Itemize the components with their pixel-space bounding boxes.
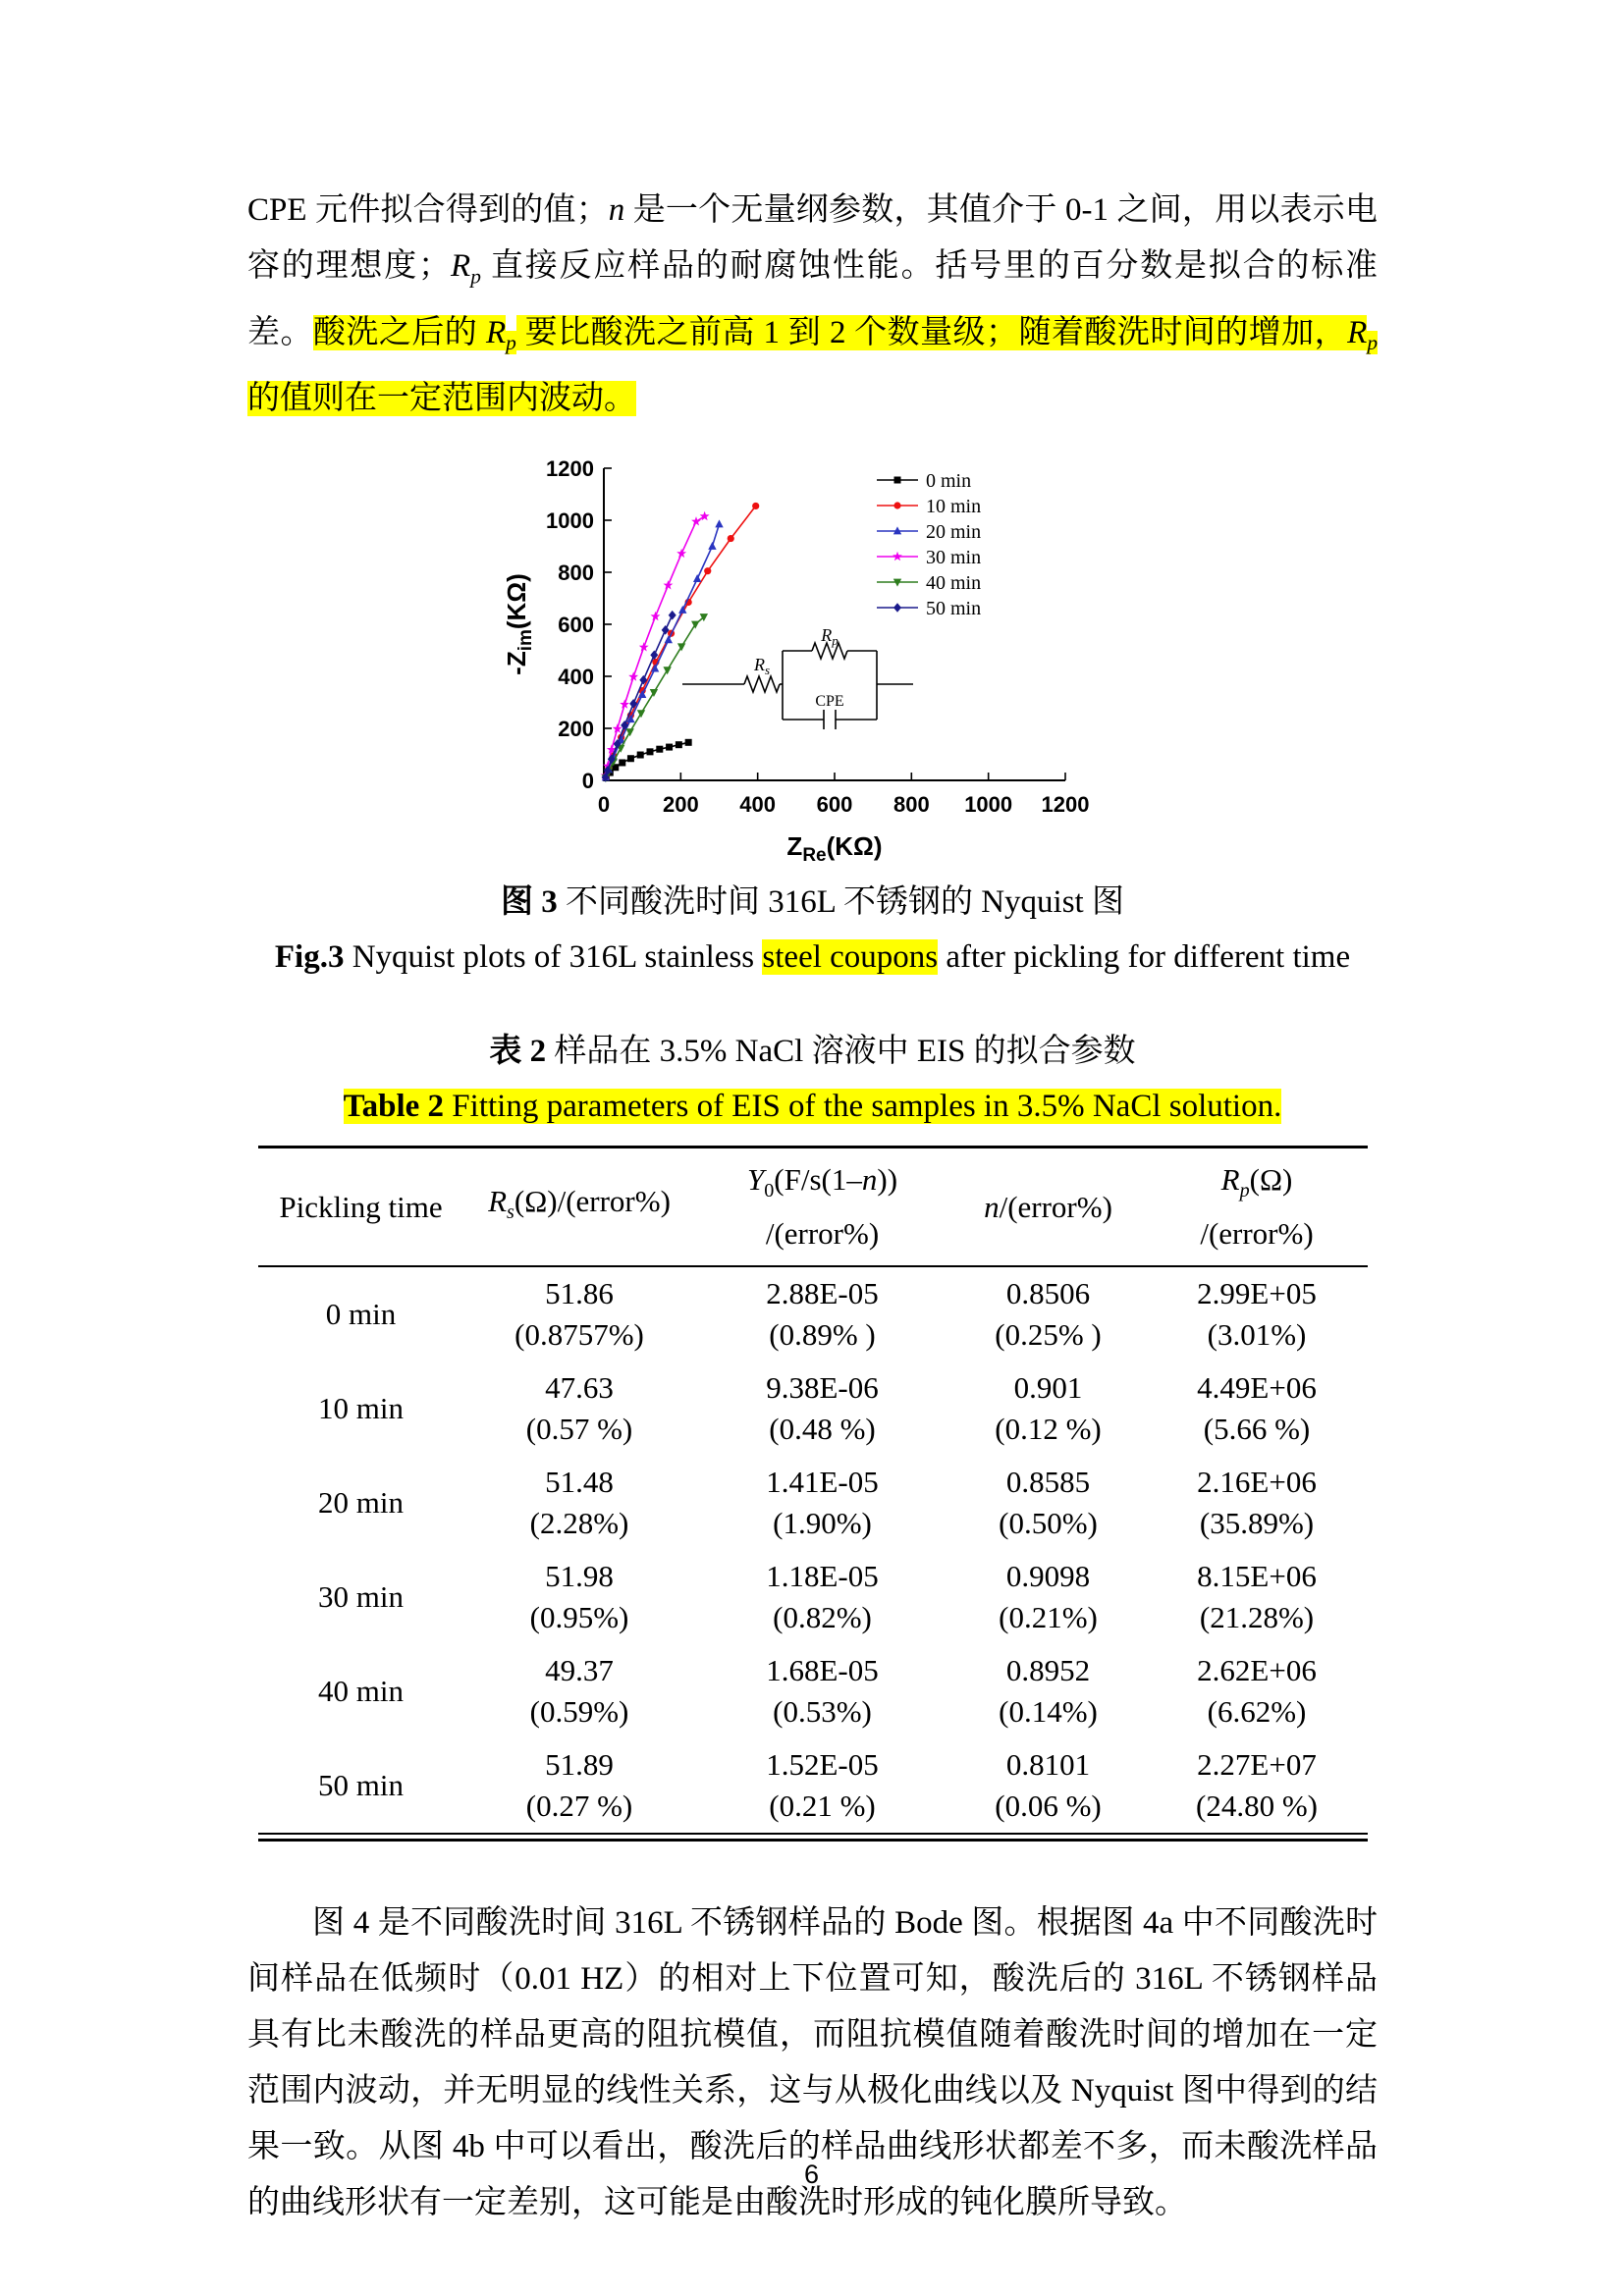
svg-text:CPE: CPE [815, 693, 844, 711]
row-pickling-time: 0 min [325, 1297, 397, 1332]
table-row [258, 1456, 1368, 1550]
svg-text:200: 200 [662, 792, 699, 818]
cell-value: 2.99E+05 [1197, 1276, 1317, 1311]
row-pickling-time: 50 min [318, 1768, 404, 1803]
svg-text:1000: 1000 [546, 508, 594, 534]
cell-error: (21.28%) [1199, 1600, 1315, 1635]
table-cell [950, 1267, 1147, 1362]
table-cell [950, 1362, 1147, 1456]
header-y0: $Y_0(F/s(1-n))$ /(error%) [746, 1162, 898, 1252]
table-body [258, 1267, 1368, 1833]
cell-error: (1.90%) [773, 1506, 872, 1541]
cell-value: 9.38E-06 [766, 1370, 879, 1406]
circuit-labels [753, 625, 844, 710]
cell-value: 2.62E+06 [1197, 1653, 1317, 1688]
cell-value: 2.27E+07 [1197, 1747, 1317, 1783]
cell-value: 49.37 [545, 1653, 614, 1688]
chart-axes [604, 468, 1065, 780]
cell-error: (0.21 %) [769, 1789, 876, 1824]
svg-text:20 min: 20 min [926, 521, 982, 544]
cell-value: 1.41E-05 [766, 1465, 879, 1500]
row-pickling-time: 40 min [318, 1674, 404, 1709]
table-cell [1147, 1456, 1368, 1550]
svg-text:600: 600 [816, 792, 853, 818]
cell-value: 0.901 [1013, 1370, 1083, 1406]
table-cell [695, 1550, 950, 1644]
svg-text:Rp: $R_p$ [821, 625, 839, 649]
table-cell [950, 1550, 1147, 1644]
eis-fitting-table [258, 1146, 1368, 1842]
cell-error: (0.53%) [773, 1694, 872, 1730]
header-rs: $R_s(\Omega)/(error\%)$ [488, 1184, 671, 1224]
svg-text:1200: 1200 [546, 456, 594, 482]
cell-error: (0.59%) [529, 1694, 629, 1730]
svg-text:40 min: 40 min [926, 572, 982, 595]
cell-error: (24.80 %) [1196, 1789, 1318, 1824]
table-cell [464, 1267, 695, 1362]
series-40-min [602, 614, 708, 782]
cell-error: (0.82%) [773, 1600, 872, 1635]
table-bottom-rule [258, 1833, 1368, 1842]
table-cell [464, 1644, 695, 1738]
svg-text:600: 600 [558, 613, 594, 638]
cell-value: 1.52E-05 [766, 1747, 879, 1783]
figure-caption-en: Fig.3 Nyquist plots of 316L stainless steel coupons after pickling for different time [274, 939, 1351, 976]
cell-value: 51.98 [545, 1559, 614, 1594]
cell-error: (0.21%) [999, 1600, 1098, 1635]
table-cell [1147, 1550, 1368, 1644]
svg-text:800: 800 [893, 792, 930, 818]
svg-text:30 min: 30 min [926, 547, 982, 569]
svg-text:50 min: 50 min [926, 598, 982, 620]
cell-error: (0.95%) [529, 1600, 629, 1635]
series-30-min [601, 511, 710, 780]
table-cell [695, 1267, 950, 1362]
cell-value: 2.16E+06 [1197, 1465, 1317, 1500]
table-cell [695, 1738, 950, 1833]
row-pickling-time: 30 min [318, 1579, 404, 1615]
cell-value: 8.15E+06 [1197, 1559, 1317, 1594]
header-rp: $R_p(\Omega)$ /(error%) [1200, 1162, 1314, 1252]
table-cell [695, 1456, 950, 1550]
svg-text:0 min: 0 min [926, 470, 972, 493]
y-axis-label: $-Z_{im}(K\Omega)$ [502, 573, 536, 676]
table-cell [1147, 1362, 1368, 1456]
cell-value: 51.89 [545, 1747, 614, 1783]
table-header-row [258, 1146, 1368, 1267]
cell-value: 0.8585 [1005, 1465, 1091, 1500]
table-cell [464, 1550, 695, 1644]
svg-text:1200: 1200 [1041, 792, 1090, 818]
table-cell [1147, 1738, 1368, 1833]
table-cell [950, 1644, 1147, 1738]
table-cell [950, 1456, 1147, 1550]
chart-ticks [604, 468, 1065, 780]
cell-error: (0.12 %) [995, 1412, 1102, 1447]
cell-error: (0.50%) [999, 1506, 1098, 1541]
svg-text:1000: 1000 [964, 792, 1013, 818]
table-row [258, 1738, 1368, 1833]
cell-value: 2.88E-05 [766, 1276, 879, 1311]
cell-error: (2.28%) [529, 1506, 629, 1541]
table-cell [464, 1456, 695, 1550]
cell-value: 4.49E+06 [1197, 1370, 1317, 1406]
cell-error: (35.89%) [1199, 1506, 1315, 1541]
cell-error: (0.25% ) [995, 1317, 1102, 1353]
table-cell [1147, 1267, 1368, 1362]
cell-error: (0.27 %) [525, 1789, 633, 1824]
cell-error: (5.66 %) [1203, 1412, 1311, 1447]
table-row [258, 1550, 1368, 1644]
table-title-en: Table 2 Fitting parameters of EIS of the samples in 3.5% NaCl solution. [343, 1089, 1282, 1125]
nyquist-figure [496, 453, 1129, 875]
paragraph-bode-discussion: 图 4 是不同酸洗时间 316L 不锈钢样品的 Bode 图。根据图 4a 中不同酸洗时间样品在低频时（0.01 HZ）的相对上下位置可知，酸洗后的 316L 不锈钢样品具有比未酸洗的样品更高的阻抗模值，而阻抗模值随着酸洗时间的增加在一定范围内波动，并无明显的线性关系，这与从极化曲线以及 Nyquist 图中得到的结果一致。从图 4b 中可以看出，酸洗后的样品曲线形状都差不多，而未酸洗样品的曲线形状有一定差别，这可能是由酸洗时形成的钝化膜所导致。 [247, 1905, 1378, 2221]
cell-error: (0.06 %) [995, 1789, 1102, 1824]
cell-error: (0.8757%) [514, 1317, 644, 1353]
nyquist-chart [496, 453, 1129, 875]
chart-tick-labels [546, 456, 1089, 817]
svg-text:800: 800 [558, 561, 594, 586]
header-pickling-time: Pickling time [279, 1189, 443, 1224]
svg-text:200: 200 [558, 717, 594, 742]
cell-value: 0.8101 [1005, 1747, 1091, 1783]
table-cell [950, 1738, 1147, 1833]
paragraph-cpe-fitting: CPE 元件拟合得到的值；n 是一个无量纲参数，其值介于 0-1 之间，用以表示电容的理想度；$R_p$ 直接反应样品的耐腐蚀性能。括号里的百分数是拟合的标准差。酸洗之后的 $R_p$ 要比酸洗之前高 1 到 2 个数量级；随着酸洗时间的增加，$R_p$ 的值则在一定范围内波动。 [247, 192, 1379, 417]
row-pickling-time: 20 min [318, 1485, 404, 1521]
cell-value: 47.63 [545, 1370, 614, 1406]
svg-text:10 min: 10 min [926, 496, 982, 518]
cell-error: (0.14%) [999, 1694, 1098, 1730]
table-row [258, 1267, 1368, 1362]
cell-value: 1.18E-05 [766, 1559, 879, 1594]
cell-error: (0.57 %) [525, 1412, 633, 1447]
table-row [258, 1644, 1368, 1738]
cell-value: 0.9098 [1005, 1559, 1091, 1594]
svg-text:0: 0 [581, 769, 594, 794]
equivalent-circuit-inset [682, 643, 913, 729]
svg-text:400: 400 [558, 665, 594, 690]
table-title-cn: 表 2 样品在 3.5% NaCl 溶液中 EIS 的拟合参数 [489, 1034, 1136, 1070]
cell-error: (0.48 %) [769, 1412, 876, 1447]
chart-legend [877, 470, 981, 619]
cell-value: 0.8952 [1005, 1653, 1091, 1688]
cell-value: 1.68E-05 [766, 1653, 879, 1688]
table-cell [695, 1644, 950, 1738]
row-pickling-time: 10 min [318, 1391, 404, 1426]
page-number: 6 [803, 2160, 820, 2189]
svg-text:Rs: $R_s$ [753, 655, 771, 678]
header-n: n/(error%) [984, 1189, 1112, 1224]
svg-text:0: 0 [597, 792, 611, 818]
cell-error: (3.01%) [1207, 1317, 1307, 1353]
table-row [258, 1362, 1368, 1456]
x-axis-label: $Z_{Re}(K\Omega)$ [786, 831, 883, 867]
table-cell [695, 1362, 950, 1456]
cell-value: 51.48 [545, 1465, 614, 1500]
cell-value: 51.86 [545, 1276, 614, 1311]
table-cell [464, 1362, 695, 1456]
figure-caption-cn: 图 3 不同酸洗时间 316L 不锈钢的 Nyquist 图 [501, 884, 1124, 921]
cell-error: (6.62%) [1207, 1694, 1307, 1730]
cell-error: (0.89% ) [769, 1317, 876, 1353]
table-cell [1147, 1644, 1368, 1738]
cell-value: 0.8506 [1005, 1276, 1091, 1311]
svg-text:400: 400 [739, 792, 777, 818]
table-cell [464, 1738, 695, 1833]
